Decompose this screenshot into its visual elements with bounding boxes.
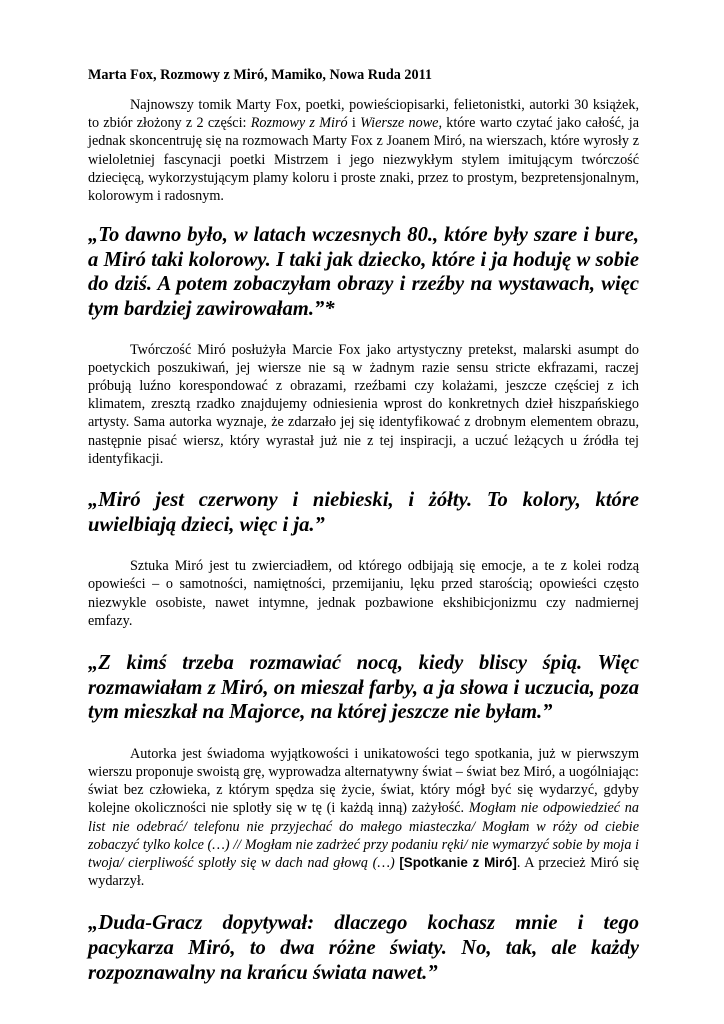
review-heading: Marta Fox, Rozmowy z Miró, Mamiko, Nowa Ruda 2011 bbox=[88, 67, 432, 83]
poem-excerpt: Mogłam nie odpowiedzieć na list nie odebrać/ telefonu nie przyjechać do małego miasteczka/ Mogłam w róży od ciebie zobaczyć tylko kolce (…) // Mogłam nie zadrżeć przy podaniu ręki/ nie wymarzyć sobie by moja i twoja/ cierpliwość splotły się w dach nad głową (…) bbox=[88, 800, 639, 872]
paragraph-intro-rest: , które warto czytać jako całość, ja jednak skoncentruję się na rozmowach Marty Fox z Joanem Miró, na wierszach, które wyrosły z wieloletniej fascynacji poetki Mistrzem i jego niezwykłym stylem imitującym twórczość dziecięcą, wykorzystującym plamy koloru i proste znaki, przez to prostym, bezpretensjonalnym, kolorowym i radosnym. bbox=[88, 115, 639, 205]
poem-title-reference: [Spotkanie z Miró] bbox=[399, 855, 517, 871]
paragraph-body: Sztuka Miró jest tu zwierciadłem, od którego odbijają się emocje, a te z kolei rodzą opowieści – o samotności, namiętności, przemijaniu, lęku przed starością; opowieści często niezwykle osobiste, nawet intymne, jednak pozbawione ekshibicjonizmu czy nadmiernej emfazy. bbox=[88, 558, 639, 629]
paragraph-text: Autorka jest świadoma wyjątkowości i unikatowości tego spotkania, już w pierwszym wierszu proponuje swoistą grę, wyprowadza alternatywny świat – świat bez Miró, a uogólniając: świat bez człowieka, z którym spędza się życie, świat, który mógł być się wydarzyć, gdyby kolejne okoliczności nie splotły się w tę (i każdą inną) zażyłość. bbox=[88, 745, 639, 817]
paragraph-intro-conjunction: i bbox=[347, 115, 361, 132]
pull-quote: „Miró jest czerwony i niebieski, i żółty. To kolory, które uwielbiają dzieci, więc i ja.” bbox=[88, 489, 639, 536]
paragraph-intro bbox=[88, 96, 639, 205]
pull-quote: „Z kimś trzeba rozmawiać nocą, kiedy bliscy śpią. Więc rozmawiałam z Miró, on mieszał farby, a ja słowa i uczucia, poza tym mieszkał na Majorce, na której jeszcze nie byłam.” bbox=[88, 652, 639, 724]
paragraph-body: Twórczość Miró posłużyła Marcie Fox jako artystyczny pretekst, malarski asumpt do poetyckich poszukiwań, jej wiersze nie są w żadnym razie sensu stricte ekfrazami, raczej próbują luźno korespondować z obrazami, rzeźbami czy kolażami, jeszcze częściej z ich klimatem, zresztą rzadko znajdujemy odniesienia wprost do konkretnych dzieł hiszpańskiego artysty. Sama autorka wyznaje, że zdarzało jej się identyfikować z drobnym elementem obrazu, następnie pisać wiersz, który wyrastał już nie z tej inspiracji, a uczuć leżących u źródła tej identyfikacji. bbox=[88, 341, 639, 467]
paragraph-ending: . A przecież Miró się wydarzył. bbox=[88, 855, 639, 890]
book-part-title: Rozmowy z Miró bbox=[250, 115, 348, 132]
pull-quote: „To dawno było, w latach wczesnych 80., które były szare i bure, a Miró taki kolorowy. I taki jak dziecko, które i ja hoduję w sobie do dziś. A potem zobaczyłam obrazy i rzeźby na wystawach, więc tym bardziej zawirowałam.”* bbox=[88, 224, 639, 320]
paragraph-body bbox=[88, 745, 639, 891]
book-part-title: Wiersze nowe bbox=[360, 115, 439, 132]
paragraph-intro-text: Najnowszy tomik Marty Fox, poetki, powieściopisarki, felietonistki, autorki 30 książek, to zbiór złożony z 2 części: bbox=[88, 97, 639, 132]
document-page bbox=[88, 66, 639, 985]
pull-quote: „Duda-Gracz dopytywał: dlaczego kochasz mnie i tego pacykarza Miró, to dwa różne światy. No, tak, ale każdy rozpoznawalny na krańcu świata nawet.” bbox=[88, 912, 639, 984]
